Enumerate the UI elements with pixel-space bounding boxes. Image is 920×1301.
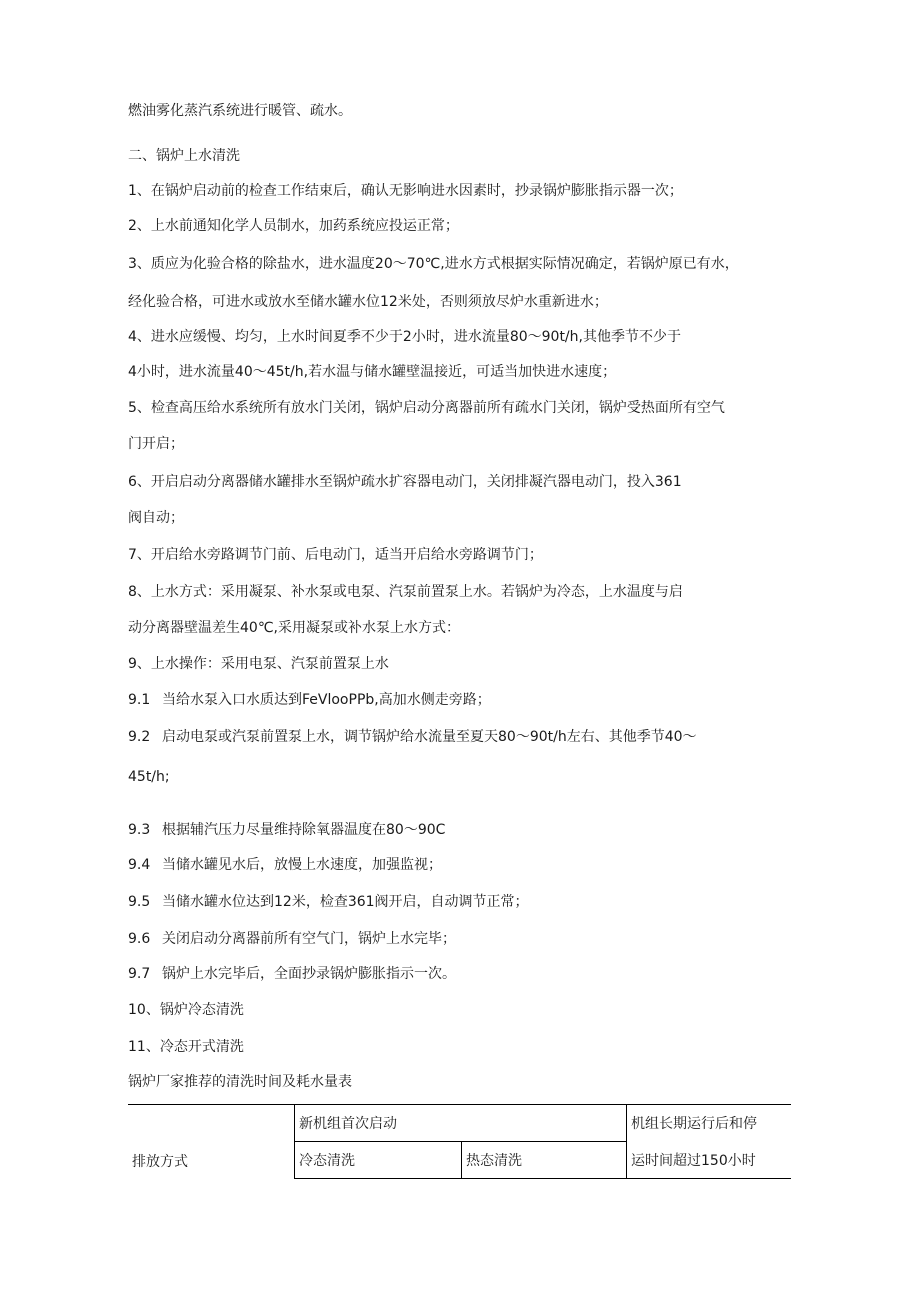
section-heading: 二、锅炉上水清洗 xyxy=(128,148,240,164)
list-item-continuation: 经化验合格，可进水或放水至储水罐水位12米处，否则须放尽炉水重新进水； xyxy=(128,294,608,310)
list-item-continuation: 门开启； xyxy=(128,436,184,452)
table-header-hot-cleaning: 热态清洗 xyxy=(462,1142,627,1179)
list-item: 10、锅炉冷态清洗 xyxy=(128,1002,244,1018)
sub-item-text: 当储水罐见水后，放慢上水速度，加强监视； xyxy=(162,857,442,873)
sub-item-text: 根据辅汽压力尽量维持除氧器温度在80～90C xyxy=(162,822,446,838)
table-header-new-unit: 新机组首次启动 xyxy=(295,1105,627,1142)
list-item: 9、上水操作：采用电泵、汽泵前置泵上水 xyxy=(128,656,389,672)
sub-item-number: 9.3 xyxy=(128,822,151,838)
list-item: 6、开启启动分离器储水罐排水至锅炉疏水扩容器电动门，关闭排凝汽器电动门，投入361 xyxy=(128,474,682,490)
list-item: 3、质应为化验合格的除盐水，进水温度20～70℃,进水方式根据实际情况确定，若锅炉原已有水， xyxy=(128,256,739,272)
list-item: 11、冷态开式清洗 xyxy=(128,1039,244,1055)
list-item: 8、上水方式：采用凝泵、补水泵或电泵、汽泵前置泵上水。若锅炉为冷态，上水温度与启 xyxy=(128,584,683,600)
list-item-continuation: 阀自动； xyxy=(128,510,184,526)
table-header-long-run-line1: 机组长期运行后和停 xyxy=(627,1105,792,1142)
sub-item xyxy=(128,727,697,747)
sub-item-text: 启动电泵或汽泵前置泵上水，调节锅炉给水流量至夏天80～90t/h左右、其他季节40～ xyxy=(162,729,697,745)
table-caption: 锅炉厂家推荐的清洗时间及耗水量表 xyxy=(128,1074,352,1090)
sub-item xyxy=(128,964,456,984)
sub-item-text: 当储水罐水位达到12米，检查361阀开启，自动调节正常； xyxy=(162,894,529,910)
sub-item-text: 关闭启动分离器前所有空气门，锅炉上水完毕； xyxy=(162,931,456,947)
sub-item-text: 45t/h; xyxy=(128,769,170,785)
list-item: 2、上水前通知化学人员制水，加药系统应投运正常； xyxy=(128,218,459,234)
list-item: 7、开启给水旁路调节门前、后电动门，适当开启给水旁路调节门； xyxy=(128,547,543,563)
sub-item-number: 9.6 xyxy=(128,931,151,947)
sub-item-number: 9.1 xyxy=(128,692,151,708)
sub-item-number: 9.2 xyxy=(128,729,151,745)
sub-item-text: 当给水泵入口水质达到FeVlooPPb,高加水侧走旁路； xyxy=(162,692,491,708)
sub-item xyxy=(128,690,491,710)
sub-item xyxy=(128,892,529,912)
list-item: 5、检查高压给水系统所有放水门关闭，锅炉启动分离器前所有疏水门关闭，锅炉受热面所有空气 xyxy=(128,400,725,416)
list-item-continuation: 动分离器壁温差生40℃,采用凝泵或补水泵上水方式： xyxy=(128,620,460,636)
paragraph-line: 燃油雾化蒸汽系统进行暖管、疏水。 xyxy=(128,103,352,119)
sub-item-number: 9.7 xyxy=(128,966,151,982)
cleaning-time-table xyxy=(128,1104,791,1179)
sub-item xyxy=(128,820,445,840)
list-item: 1、在锅炉启动前的检查工作结束后，确认无影响进水因素时，抄录锅炉膨胀指示器一次； xyxy=(128,183,683,199)
sub-item xyxy=(128,855,442,875)
sub-item xyxy=(128,929,456,949)
sub-item-continuation xyxy=(128,767,170,787)
list-item-continuation: 4小时，进水流量40～45t/h,若水温与储水罐壁温接近，可适当加快进水速度； xyxy=(128,364,617,380)
sub-item-number: 9.5 xyxy=(128,894,151,910)
sub-item-text: 锅炉上水完毕后，全面抄录锅炉膨胀指示一次。 xyxy=(162,966,456,982)
list-item: 4、进水应缓慢、均匀，上水时间夏季不少于2小时，进水流量80～90t/h,其他季节不少于 xyxy=(128,329,681,345)
table-header-long-run-line2: 运时间超过150小时 xyxy=(627,1142,792,1179)
sub-item-number: 9.4 xyxy=(128,857,151,873)
table-header-drain-method: 排放方式 xyxy=(128,1105,295,1179)
table-header-cold-cleaning: 冷态清洗 xyxy=(295,1142,462,1179)
